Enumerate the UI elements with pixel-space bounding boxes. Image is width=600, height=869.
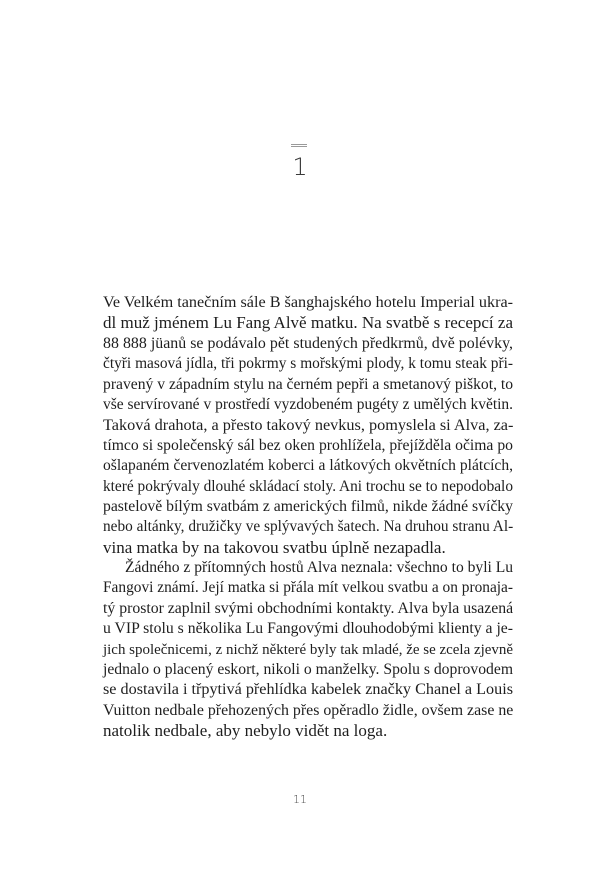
- text-line: nebo altánky, družičky ve splývavých šatech. Na druhou stranu Al-: [103, 518, 514, 536]
- text-line: které pokrývaly dlouhé skládací stoly. Ani trochu se to nepodobalo: [103, 477, 513, 495]
- text-line: natolik nedbale, aby nebylo vidět na loga.: [103, 721, 388, 741]
- text-line: dl muž jménem Lu Fang Alvě matku. Na svatbě s recepcí za: [103, 313, 513, 333]
- text-line: tý prostor zaplnil svými obchodními kontakty. Alva byla usazená: [103, 599, 514, 617]
- chapter-number: 1: [292, 153, 308, 181]
- text-line: Fangovi známí. Její matka si přála mít velkou svatbu a on pronaja-: [103, 579, 513, 597]
- text-line: čtyři masová jídla, tři pokrmy s mořskými plody, k tomu steak při-: [103, 355, 513, 373]
- text-line: jednalo o placený eskort, nikoli o manželky. Spolu s doprovodem: [103, 661, 513, 679]
- text-line: Žádného z přítomných hostů Alva neznala: všechno to byli Lu: [125, 559, 514, 577]
- text-line: Vuitton nedbale přehozených přes opěradlo židle, ovšem zase ne: [103, 701, 514, 719]
- paragraph: [103, 558, 513, 742]
- text-line: ošlapaném červenozlatém koberci a látkových okvětních plátcích,: [103, 457, 513, 475]
- text-line: Taková drahota, a přesto takový nevkus, pomyslela si Alva, za-: [103, 416, 514, 435]
- text-line: u VIP stolu s několika Lu Fangovými dlouhodobými klienty a je-: [103, 620, 513, 638]
- text-line: vše servírované v prostředí vyzdobeném pugéty z umělých květin.: [103, 395, 513, 413]
- text-line: se dostavila i třpytivá přehlídka kabelek značky Chanel a Louis: [103, 681, 513, 699]
- text-line: pastelově bílým svatbám z amerických filmů, nikde žádné svíčky: [103, 497, 513, 515]
- text-line: 88 888 jüanů se podávalo pět studených předkrmů, dvě polévky,: [103, 334, 513, 352]
- text-line: Ve Velkém tanečním sále B šanghajského hotelu Imperial ukra-: [103, 294, 513, 311]
- body-text: [103, 293, 513, 742]
- text-line: vina matka by na takovou svatbu úplně nezapadla.: [103, 537, 446, 557]
- paragraph: [103, 293, 513, 558]
- page-number: 11: [293, 793, 307, 806]
- text-line: pravený v západním stylu na černém pepři a smetanový piškot, to: [103, 375, 514, 393]
- text-line: tímco si společenský sál bez oken prohlížela, přejížděla očima po: [103, 436, 513, 454]
- chapter-ornament-rule: [291, 144, 307, 147]
- text-line: jich společnicemi, z nichž některé byly tak mladé, že se zcela zjevně: [103, 641, 513, 658]
